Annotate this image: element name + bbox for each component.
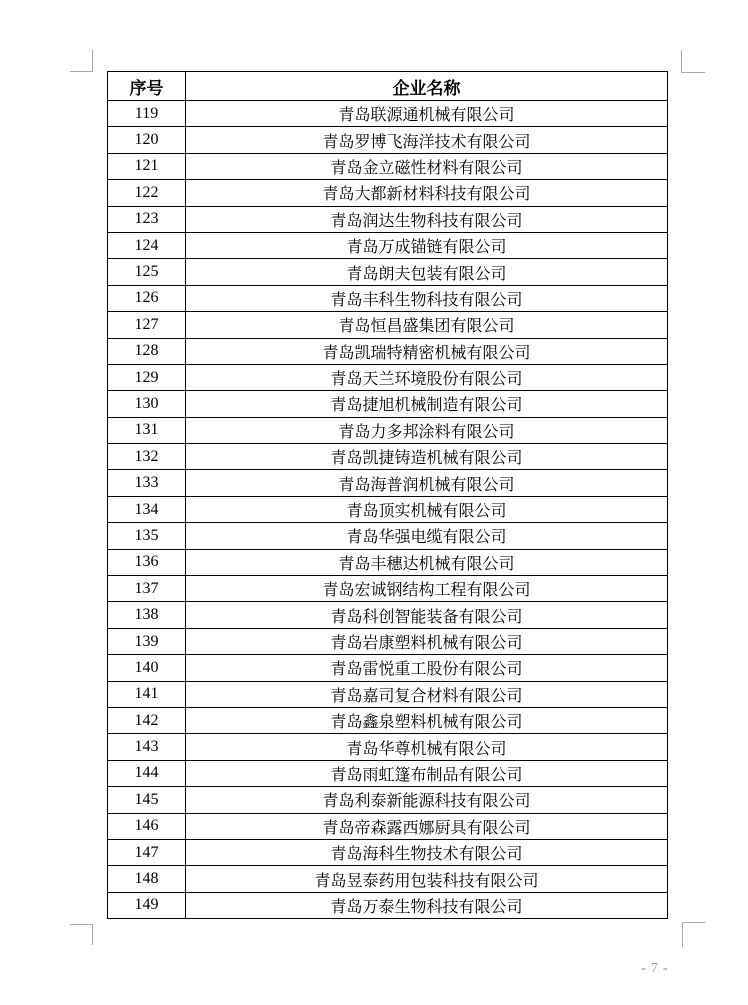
row-serial-number: 128 [108,338,186,364]
table-row [108,655,668,681]
row-serial-number: 129 [108,364,186,390]
table-row [108,576,668,602]
row-serial-number: 138 [108,602,186,628]
row-company-name: 青岛罗博飞海洋技术有限公司 [186,127,668,153]
table-row [108,734,668,760]
row-serial-number: 131 [108,417,186,443]
row-serial-number: 130 [108,391,186,417]
row-company-name: 青岛捷旭机械制造有限公司 [186,391,668,417]
row-serial-number: 144 [108,760,186,786]
table-body [108,101,668,919]
row-company-name: 青岛科创智能装备有限公司 [186,602,668,628]
table-row [108,206,668,232]
crop-mark-top-right-icon [681,50,705,73]
row-serial-number: 149 [108,892,186,918]
row-serial-number: 139 [108,628,186,654]
column-header-company: 企业名称 [186,72,668,101]
row-company-name: 青岛天兰环境股份有限公司 [186,364,668,390]
row-company-name: 青岛华强电缆有限公司 [186,523,668,549]
table-row [108,338,668,364]
row-serial-number: 143 [108,734,186,760]
table-row [108,866,668,892]
row-serial-number: 145 [108,787,186,813]
row-company-name: 青岛岩康塑料机械有限公司 [186,628,668,654]
table-row [108,760,668,786]
page-number [620,961,690,977]
table-row [108,628,668,654]
row-serial-number: 119 [108,101,186,127]
table-row [108,417,668,443]
row-serial-number: 135 [108,523,186,549]
row-company-name: 青岛昱泰药用包装科技有限公司 [186,866,668,892]
row-company-name: 青岛凯捷铸造机械有限公司 [186,444,668,470]
row-serial-number: 120 [108,127,186,153]
table-row [108,602,668,628]
row-company-name: 青岛嘉司复合材料有限公司 [186,681,668,707]
table-header-row [108,72,668,101]
row-company-name: 青岛恒昌盛集团有限公司 [186,312,668,338]
row-serial-number: 146 [108,813,186,839]
crop-mark-bottom-left-icon [70,924,93,945]
row-serial-number: 123 [108,206,186,232]
table-row [108,180,668,206]
row-company-name: 青岛丰科生物科技有限公司 [186,285,668,311]
table-row [108,707,668,733]
row-serial-number: 141 [108,681,186,707]
page-number-suffix: - [663,961,669,976]
row-company-name: 青岛利泰新能源科技有限公司 [186,787,668,813]
row-company-name: 青岛雷悦重工股份有限公司 [186,655,668,681]
table-row [108,232,668,258]
crop-mark-bottom-right-icon [682,922,705,947]
table-row [108,444,668,470]
table-row [108,470,668,496]
row-company-name: 青岛联源通机械有限公司 [186,101,668,127]
row-serial-number: 122 [108,180,186,206]
table-row [108,839,668,865]
row-company-name: 青岛鑫泉塑料机械有限公司 [186,707,668,733]
table-row [108,681,668,707]
row-company-name: 青岛帝森露西娜厨具有限公司 [186,813,668,839]
table-row [108,813,668,839]
row-company-name: 青岛雨虹篷布制品有限公司 [186,760,668,786]
row-serial-number: 147 [108,839,186,865]
table-row [108,496,668,522]
company-list-table [107,71,668,919]
table-row [108,787,668,813]
table-row [108,153,668,179]
row-company-name: 青岛顶实机械有限公司 [186,496,668,522]
table-row [108,312,668,338]
row-serial-number: 148 [108,866,186,892]
row-serial-number: 140 [108,655,186,681]
row-serial-number: 121 [108,153,186,179]
table-header [108,72,668,101]
row-company-name: 青岛华尊机械有限公司 [186,734,668,760]
table-row [108,101,668,127]
row-company-name: 青岛大都新材料科技有限公司 [186,180,668,206]
page-number-prefix: - [641,961,647,976]
row-serial-number: 133 [108,470,186,496]
row-serial-number: 127 [108,312,186,338]
row-company-name: 青岛丰穗达机械有限公司 [186,549,668,575]
table-row [108,364,668,390]
row-company-name: 青岛宏诚钢结构工程有限公司 [186,576,668,602]
row-serial-number: 137 [108,576,186,602]
row-company-name: 青岛朗夫包装有限公司 [186,259,668,285]
crop-mark-top-left-icon [70,50,93,72]
row-serial-number: 132 [108,444,186,470]
table-row [108,127,668,153]
row-serial-number: 125 [108,259,186,285]
row-company-name: 青岛金立磁性材料有限公司 [186,153,668,179]
table-row [108,523,668,549]
row-serial-number: 134 [108,496,186,522]
row-company-name: 青岛力多邦涂料有限公司 [186,417,668,443]
row-company-name: 青岛凯瑞特精密机械有限公司 [186,338,668,364]
row-serial-number: 136 [108,549,186,575]
row-serial-number: 126 [108,285,186,311]
row-serial-number: 142 [108,707,186,733]
row-serial-number: 124 [108,232,186,258]
column-header-serial: 序号 [108,72,186,101]
table-row [108,549,668,575]
table-row [108,892,668,918]
row-company-name: 青岛润达生物科技有限公司 [186,206,668,232]
row-company-name: 青岛万成锚链有限公司 [186,232,668,258]
table-row [108,259,668,285]
table-row [108,285,668,311]
row-company-name: 青岛海科生物技术有限公司 [186,839,668,865]
row-company-name: 青岛万泰生物科技有限公司 [186,892,668,918]
row-company-name: 青岛海普润机械有限公司 [186,470,668,496]
table-row [108,391,668,417]
page-number-value: 7 [651,961,659,976]
